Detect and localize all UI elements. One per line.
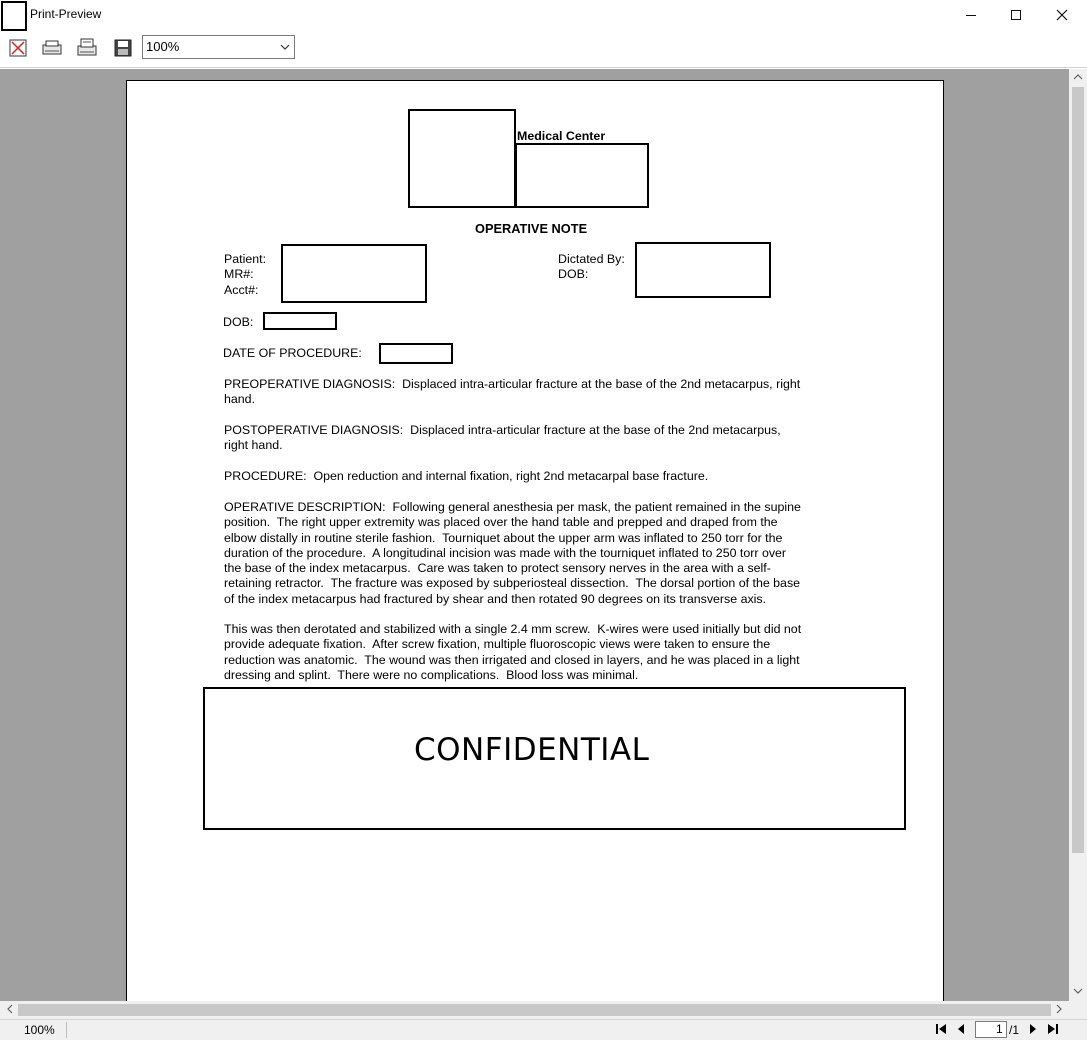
redacted-patient-info xyxy=(281,244,427,303)
dictated-by-label: Dictated By: xyxy=(558,252,625,266)
maximize-icon xyxy=(1011,10,1021,20)
confidential-label: CONFIDENTIAL xyxy=(414,732,650,768)
page-total: /1 xyxy=(1009,1023,1020,1037)
vertical-scroll-thumb[interactable] xyxy=(1072,87,1084,853)
dob-right-label: DOB: xyxy=(558,267,589,281)
first-page-button[interactable] xyxy=(935,1023,947,1038)
status-bar xyxy=(0,1019,1087,1040)
redacted-address xyxy=(515,143,649,208)
print-setup-icon xyxy=(76,37,98,59)
preoperative-diagnosis: PREOPERATIVE DIAGNOSIS: Displaced intra-articular fracture at the base of the 2nd metacarpus, right hand. xyxy=(224,377,801,407)
zoom-value: 100% xyxy=(146,39,180,54)
previous-page-icon xyxy=(956,1023,966,1035)
dob-label: DOB: xyxy=(223,315,254,329)
save-button[interactable] xyxy=(112,38,134,58)
confidential-box xyxy=(203,687,906,830)
redacted-dob xyxy=(263,312,337,330)
preview-viewport[interactable] xyxy=(0,69,1069,1001)
print-button[interactable] xyxy=(41,38,63,58)
date-of-procedure-label: DATE OF PROCEDURE: xyxy=(223,346,362,360)
close-preview-button[interactable] xyxy=(7,38,29,58)
scroll-up-icon[interactable] xyxy=(1072,72,1084,84)
app-icon xyxy=(1,1,27,31)
mr-label: MR#: xyxy=(224,267,254,281)
facility-name: Medical Center xyxy=(517,129,606,143)
operative-description: OPERATIVE DESCRIPTION: Following general anesthesia per mask, the patient remained in the supine position. The right upper extremity was placed over the hand table and prepped and draped from the elbow distally in routine sterile fashion. Tourniquet about the upper arm was inflated to 250 torr for the duration of the procedure. A longitudinal incision was made with the tourniquet inflated to 250 torr over the base of the index metacarpus. Care was taken to protect sensory nerves in the area with a self- retaining retractor. The fracture was exposed by subperiosteal dissection. The dorsal portion of the base of the index metacarpus had fractured by shear and then rotated 90 degrees on its transverse axis. xyxy=(224,500,801,606)
vertical-scrollbar[interactable] xyxy=(1069,69,1087,1001)
document-page xyxy=(126,80,944,1001)
redacted-logo xyxy=(408,109,516,208)
redacted-dictated-info xyxy=(635,242,771,298)
redacted-procedure-date xyxy=(379,343,453,364)
floppy-disk-icon xyxy=(113,38,133,58)
scroll-left-icon[interactable] xyxy=(5,1003,15,1018)
close-icon xyxy=(1056,9,1068,21)
procedure: PROCEDURE: Open reduction and internal fixation, right 2nd metacarpal base fracture. xyxy=(224,469,709,483)
note-title: OPERATIVE NOTE xyxy=(475,221,588,236)
close-preview-icon xyxy=(8,38,28,58)
minimize-button[interactable] xyxy=(948,0,994,30)
scroll-corner xyxy=(1069,1001,1087,1019)
patient-label: Patient: xyxy=(224,252,267,266)
print-setup-button[interactable] xyxy=(76,38,98,58)
chevron-down-icon xyxy=(280,36,290,67)
status-divider xyxy=(66,1022,67,1038)
previous-page-button[interactable] xyxy=(956,1023,966,1038)
scroll-right-icon[interactable] xyxy=(1054,1003,1064,1018)
operative-continuation: This was then derotated and stabilized with a single 2.4 mm screw. K-wires were used initially but did not provide adequate fixation. After screw fixation, multiple fluoroscopic views were taken to ensure the reduction was anatomic. The wound was then irrigated and closed in layers, and he was placed in a light dressing and splint. There were no complications. Blood loss was minimal. xyxy=(224,622,802,682)
horizontal-scroll-thumb[interactable] xyxy=(18,1004,1051,1016)
scroll-down-icon[interactable] xyxy=(1072,986,1084,998)
printer-icon xyxy=(41,38,63,58)
page-number-input[interactable]: 1 xyxy=(975,1021,1007,1038)
title-bar xyxy=(0,0,1087,32)
horizontal-scrollbar[interactable] xyxy=(0,1001,1069,1019)
maximize-button[interactable] xyxy=(993,0,1039,30)
last-page-icon xyxy=(1047,1023,1059,1035)
window-title: Print-Preview xyxy=(30,7,102,21)
next-page-icon xyxy=(1028,1023,1038,1035)
zoom-dropdown[interactable] xyxy=(142,35,295,59)
toolbar xyxy=(0,32,1087,68)
acct-label: Acct#: xyxy=(224,283,259,297)
minimize-icon xyxy=(966,15,976,16)
postoperative-diagnosis: POSTOPERATIVE DIAGNOSIS: Displaced intra-articular fracture at the base of the 2nd metacarpus, right hand. xyxy=(224,423,781,453)
close-button[interactable] xyxy=(1039,0,1085,30)
next-page-button[interactable] xyxy=(1028,1023,1038,1038)
last-page-button[interactable] xyxy=(1047,1023,1059,1038)
first-page-icon xyxy=(935,1023,947,1035)
status-zoom: 100% xyxy=(24,1023,55,1037)
